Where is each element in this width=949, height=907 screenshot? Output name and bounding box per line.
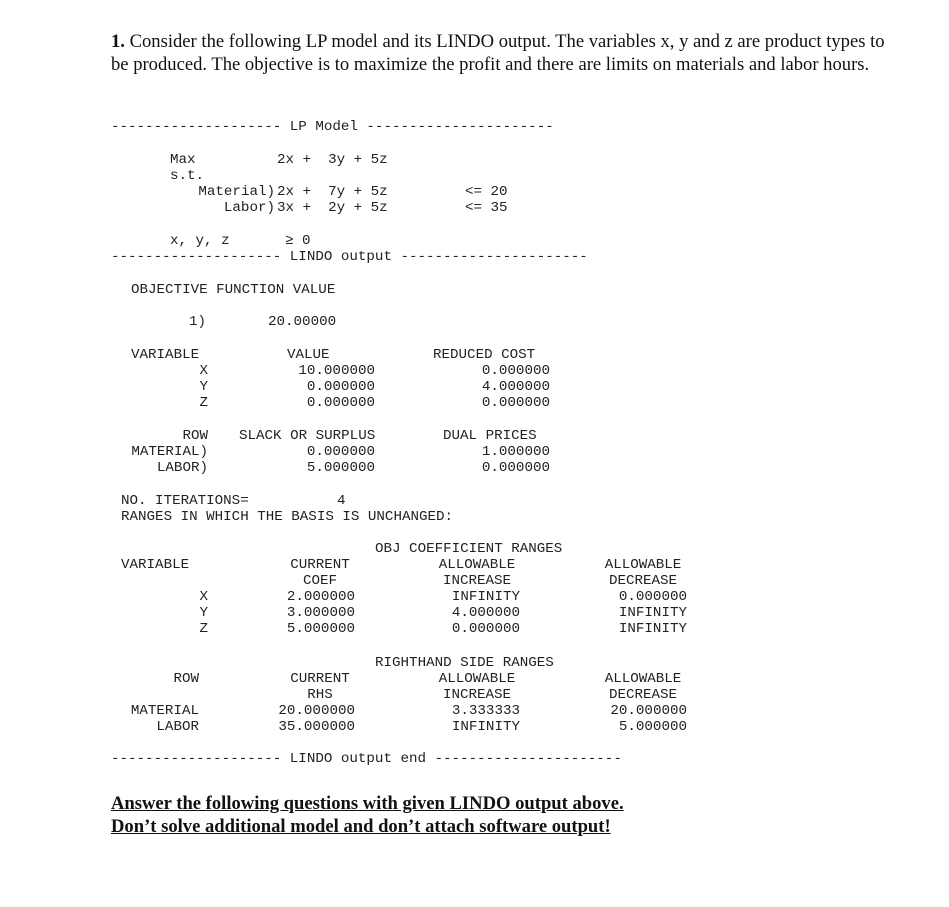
question-text: Consider the following LP model and its LINDO output. The variables x, y and z are product types to be produced. The objective is to maximize the profit and there are limits on materials and labor hours. bbox=[111, 31, 885, 75]
rhs-ranges-col-row: ROW bbox=[173, 671, 199, 687]
iterations-value: 4 bbox=[337, 493, 346, 509]
obj-range-decrease-x: 0.000000 bbox=[618, 589, 687, 605]
instruction-line-1: Answer the following questions with given LINDO output above. bbox=[111, 793, 624, 814]
constraint-lhs-material: 2x + 7y + 5z bbox=[277, 184, 388, 200]
rhs-ranges-col-current-1: CURRENT bbox=[290, 671, 350, 687]
var-value-y: 0.000000 bbox=[306, 379, 375, 395]
iterations-label: NO. ITERATIONS= bbox=[121, 493, 249, 509]
rhs-ranges-col-increase-1: ALLOWABLE bbox=[438, 671, 516, 687]
instruction-line-2: Don’t solve additional model and don’t attach software output! bbox=[111, 816, 611, 837]
obj-ranges-col-decrease-2: DECREASE bbox=[608, 573, 678, 589]
obj-range-var-x: X bbox=[199, 589, 208, 605]
obj-ranges-col-current-1: CURRENT bbox=[290, 557, 350, 573]
rhs-ranges-col-increase-2: INCREASE bbox=[442, 687, 512, 703]
rhs-range-increase-material: 3.333333 bbox=[451, 703, 520, 719]
row-header-row: ROW bbox=[182, 428, 208, 444]
constraint-lhs-labor: 3x + 2y + 5z bbox=[277, 200, 388, 216]
objective-function-header: OBJECTIVE FUNCTION VALUE bbox=[131, 282, 336, 298]
lindo-output-divider: -------------------- LINDO output ---------------------- bbox=[111, 249, 588, 265]
obj-range-current-z: 5.000000 bbox=[286, 621, 355, 637]
obj-range-decrease-z: INFINITY bbox=[618, 621, 687, 637]
variables-label: x, y, z bbox=[170, 233, 230, 249]
var-name-y: Y bbox=[199, 379, 208, 395]
rhs-range-decrease-material: 20.000000 bbox=[610, 703, 687, 719]
objective-value: 20.00000 bbox=[268, 314, 337, 330]
var-header-reduced-cost: REDUCED COST bbox=[433, 347, 536, 363]
question-paragraph bbox=[111, 30, 891, 76]
rhs-range-row-material: MATERIAL bbox=[130, 703, 199, 719]
obj-range-var-y: Y bbox=[199, 605, 208, 621]
var-value-z: 0.000000 bbox=[306, 395, 375, 411]
var-value-x: 10.000000 bbox=[298, 363, 375, 379]
lp-model-divider: -------------------- LP Model ---------------------- bbox=[111, 119, 554, 135]
obj-range-increase-z: 0.000000 bbox=[451, 621, 520, 637]
constraint-name-material: Material) bbox=[198, 184, 275, 200]
obj-range-current-x: 2.000000 bbox=[286, 589, 355, 605]
rhs-range-row-labor: LABOR bbox=[156, 719, 199, 735]
rhs-range-increase-labor: INFINITY bbox=[451, 719, 520, 735]
rhs-range-decrease-labor: 5.000000 bbox=[618, 719, 687, 735]
obj-ranges-title: OBJ COEFFICIENT RANGES bbox=[375, 541, 563, 557]
obj-range-current-y: 3.000000 bbox=[286, 605, 355, 621]
row-name-material: MATERIAL) bbox=[131, 444, 208, 460]
row-slack-material: 0.000000 bbox=[306, 444, 375, 460]
row-header-dual-prices: DUAL PRICES bbox=[443, 428, 537, 444]
row-header-slack: SLACK OR SURPLUS bbox=[239, 428, 376, 444]
max-label: Max bbox=[170, 152, 196, 168]
obj-range-increase-x: INFINITY bbox=[451, 589, 520, 605]
var-reduced-cost-y: 4.000000 bbox=[481, 379, 550, 395]
var-reduced-cost-z: 0.000000 bbox=[481, 395, 550, 411]
constraint-rhs-material: <= 20 bbox=[465, 184, 508, 200]
obj-range-decrease-y: INFINITY bbox=[618, 605, 687, 621]
rhs-ranges-col-current-2: RHS bbox=[307, 687, 333, 703]
constraint-rhs-labor: <= 35 bbox=[465, 200, 508, 216]
nonnegativity: ≥ 0 bbox=[285, 233, 311, 249]
question-number: 1. bbox=[111, 31, 125, 52]
rhs-ranges-col-decrease-1: ALLOWABLE bbox=[604, 671, 682, 687]
var-header-value: VALUE bbox=[287, 347, 330, 363]
row-dual-material: 1.000000 bbox=[481, 444, 550, 460]
rhs-ranges-title: RIGHTHAND SIDE RANGES bbox=[375, 655, 554, 671]
obj-ranges-col-decrease-1: ALLOWABLE bbox=[604, 557, 682, 573]
obj-ranges-col-increase-2: INCREASE bbox=[442, 573, 512, 589]
subject-to-label: s.t. bbox=[170, 168, 205, 184]
obj-ranges-col-current-2: COEF bbox=[302, 573, 338, 589]
objective-row-label: 1) bbox=[189, 314, 207, 330]
var-reduced-cost-x: 0.000000 bbox=[481, 363, 550, 379]
var-name-x: X bbox=[199, 363, 208, 379]
objective-expression: 2x + 3y + 5z bbox=[277, 152, 388, 168]
var-header-variable: VARIABLE bbox=[131, 347, 200, 363]
row-dual-labor: 0.000000 bbox=[481, 460, 550, 476]
constraint-name-labor: Labor) bbox=[223, 200, 275, 216]
var-name-z: Z bbox=[199, 395, 208, 411]
obj-range-increase-y: 4.000000 bbox=[451, 605, 520, 621]
obj-range-var-z: Z bbox=[199, 621, 208, 637]
obj-ranges-col-variable: VARIABLE bbox=[121, 557, 190, 573]
row-name-labor: LABOR) bbox=[156, 460, 208, 476]
rhs-range-current-material: 20.000000 bbox=[278, 703, 355, 719]
lindo-end-divider: -------------------- LINDO output end ---------------------- bbox=[111, 751, 622, 767]
row-slack-labor: 5.000000 bbox=[306, 460, 375, 476]
obj-ranges-col-increase-1: ALLOWABLE bbox=[438, 557, 516, 573]
ranges-header: RANGES IN WHICH THE BASIS IS UNCHANGED: bbox=[121, 509, 454, 525]
rhs-range-current-labor: 35.000000 bbox=[278, 719, 355, 735]
rhs-ranges-col-decrease-2: DECREASE bbox=[608, 687, 678, 703]
